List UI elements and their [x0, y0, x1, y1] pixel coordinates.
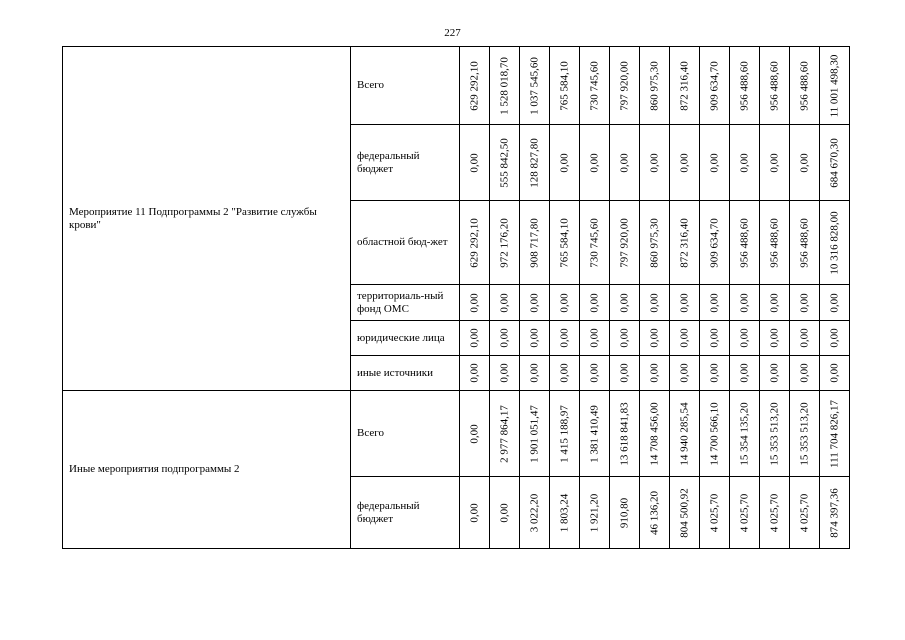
value-cell	[820, 285, 850, 321]
value-cell	[460, 125, 490, 201]
value-text: 0,00	[768, 152, 780, 173]
value-cell	[790, 47, 820, 125]
value-text: 14 708 456,00	[648, 401, 660, 466]
value-text: 14 940 285,54	[678, 401, 690, 466]
value-cell	[820, 125, 850, 201]
value-text: 0,00	[738, 152, 750, 173]
value-cell	[490, 125, 520, 201]
value-cell	[820, 47, 850, 125]
value-text: 4 025,70	[768, 493, 780, 532]
value-text: 908 717,80	[528, 217, 540, 268]
value-text: 956 488,60	[738, 60, 750, 111]
funding-source-cell: Всего	[351, 391, 460, 477]
value-cell	[670, 285, 700, 321]
value-text: 0,00	[828, 292, 840, 313]
value-text: 629 292,10	[468, 217, 480, 268]
value-text: 0,00	[558, 328, 570, 348]
value-text: 0,00	[618, 363, 630, 383]
funding-source-cell: федеральный бюджет	[351, 125, 460, 201]
value-text: 128 827,80	[528, 137, 540, 188]
value-text: 1 415 188,97	[558, 404, 570, 463]
value-cell	[820, 201, 850, 285]
value-cell	[760, 477, 790, 549]
value-cell	[580, 285, 610, 321]
value-cell	[520, 356, 550, 391]
value-cell	[730, 125, 760, 201]
value-cell	[610, 477, 640, 549]
value-text: 14 700 566,10	[708, 401, 720, 466]
value-text: 0,00	[708, 363, 720, 383]
value-cell	[640, 391, 670, 477]
value-cell	[460, 356, 490, 391]
value-cell	[820, 477, 850, 549]
value-cell	[670, 477, 700, 549]
value-text: 4 025,70	[798, 493, 810, 532]
value-cell	[580, 125, 610, 201]
value-text: 0,00	[648, 152, 660, 173]
value-text: 0,00	[768, 363, 780, 383]
value-cell	[550, 125, 580, 201]
funding-source-cell: юридические лица	[351, 321, 460, 356]
value-cell	[790, 125, 820, 201]
value-text: 1 921,20	[588, 493, 600, 532]
value-text: 972 176,20	[498, 217, 510, 268]
funding-source-cell: федеральный бюджет	[351, 477, 460, 549]
value-text: 860 975,30	[648, 60, 660, 111]
value-text: 0,00	[768, 328, 780, 348]
value-cell	[760, 201, 790, 285]
table-row	[63, 391, 850, 477]
value-cell	[490, 321, 520, 356]
value-text: 0,00	[498, 328, 510, 348]
value-text: 909 634,70	[708, 60, 720, 111]
value-text: 0,00	[618, 152, 630, 173]
measure-name-cell: Мероприятие 11 Подпрограммы 2 "Развитие службы крови"	[63, 47, 351, 391]
value-text: 0,00	[528, 292, 540, 313]
value-cell	[730, 321, 760, 356]
value-text: 0,00	[588, 328, 600, 348]
value-text: 0,00	[498, 502, 510, 523]
value-text: 0,00	[558, 292, 570, 313]
value-cell	[580, 391, 610, 477]
value-cell	[640, 47, 670, 125]
value-cell	[760, 391, 790, 477]
value-cell	[790, 356, 820, 391]
value-text: 804 500,92	[678, 487, 690, 538]
value-text: 1 381 410,49	[588, 404, 600, 463]
value-text: 10 316 828,00	[828, 210, 840, 275]
value-cell	[550, 285, 580, 321]
value-text: 555 842,50	[498, 137, 510, 188]
value-cell	[670, 125, 700, 201]
value-text: 0,00	[498, 292, 510, 313]
value-text: 765 584,10	[558, 217, 570, 268]
value-cell	[790, 285, 820, 321]
value-cell	[790, 321, 820, 356]
value-cell	[760, 125, 790, 201]
value-cell	[700, 391, 730, 477]
value-cell	[700, 125, 730, 201]
value-text: 111 704 826,17	[828, 399, 840, 468]
value-cell	[490, 285, 520, 321]
value-cell	[550, 477, 580, 549]
value-cell	[730, 477, 760, 549]
value-cell	[760, 321, 790, 356]
value-cell	[790, 477, 820, 549]
value-cell	[460, 201, 490, 285]
value-text: 13 618 841,83	[618, 401, 630, 466]
value-text: 0,00	[828, 363, 840, 383]
value-cell	[820, 356, 850, 391]
value-text: 0,00	[738, 328, 750, 348]
value-text: 910,80	[618, 497, 630, 528]
value-text: 1 528 018,70	[498, 56, 510, 115]
value-text: 629 292,10	[468, 60, 480, 111]
value-text: 46 136,20	[648, 490, 660, 535]
value-text: 0,00	[588, 292, 600, 313]
value-cell	[700, 321, 730, 356]
value-text: 0,00	[798, 292, 810, 313]
value-cell	[640, 321, 670, 356]
value-cell	[610, 47, 640, 125]
value-text: 0,00	[798, 328, 810, 348]
value-text: 0,00	[528, 363, 540, 383]
value-cell	[460, 477, 490, 549]
value-cell	[730, 201, 760, 285]
value-text: 0,00	[828, 328, 840, 348]
value-cell	[490, 356, 520, 391]
value-cell	[670, 356, 700, 391]
value-text: 0,00	[528, 328, 540, 348]
value-cell	[610, 321, 640, 356]
value-cell	[520, 477, 550, 549]
value-text: 0,00	[708, 328, 720, 348]
value-text: 0,00	[768, 292, 780, 313]
value-text: 872 316,40	[678, 60, 690, 111]
value-text: 0,00	[678, 292, 690, 313]
value-text: 0,00	[798, 152, 810, 173]
value-text: 1 037 545,60	[528, 56, 540, 115]
value-cell	[610, 356, 640, 391]
value-text: 0,00	[678, 328, 690, 348]
value-cell	[670, 47, 700, 125]
value-cell	[790, 201, 820, 285]
value-cell	[520, 321, 550, 356]
value-text: 765 584,10	[558, 60, 570, 111]
value-text: 0,00	[468, 423, 480, 444]
value-text: 956 488,60	[798, 217, 810, 268]
value-cell	[790, 391, 820, 477]
value-text: 0,00	[558, 363, 570, 383]
value-cell	[730, 356, 760, 391]
value-text: 1 803,24	[558, 493, 570, 532]
value-cell	[490, 391, 520, 477]
value-cell	[700, 47, 730, 125]
value-cell	[460, 285, 490, 321]
value-cell	[520, 391, 550, 477]
value-text: 2 977 864,17	[498, 404, 510, 463]
value-text: 0,00	[618, 292, 630, 313]
page-number: 227	[444, 27, 461, 39]
value-cell	[520, 201, 550, 285]
value-text: 0,00	[708, 292, 720, 313]
value-cell	[490, 47, 520, 125]
value-cell	[670, 391, 700, 477]
value-cell	[580, 356, 610, 391]
value-text: 0,00	[468, 152, 480, 173]
value-cell	[490, 201, 520, 285]
value-cell	[760, 356, 790, 391]
value-cell	[670, 201, 700, 285]
value-cell	[640, 201, 670, 285]
value-text: 0,00	[468, 502, 480, 523]
value-text: 956 488,60	[798, 60, 810, 111]
value-text: 956 488,60	[738, 217, 750, 268]
value-cell	[700, 477, 730, 549]
value-cell	[550, 356, 580, 391]
measure-name-cell: Иные мероприятия подпрограммы 2	[63, 391, 351, 549]
value-text: 860 975,30	[648, 217, 660, 268]
value-text: 0,00	[618, 328, 630, 348]
value-text: 0,00	[648, 328, 660, 348]
value-cell	[730, 285, 760, 321]
value-cell	[610, 201, 640, 285]
value-text: 0,00	[468, 292, 480, 313]
value-text: 0,00	[648, 363, 660, 383]
value-cell	[820, 391, 850, 477]
value-cell	[460, 391, 490, 477]
value-cell	[520, 47, 550, 125]
value-cell	[550, 321, 580, 356]
value-cell	[550, 47, 580, 125]
value-cell	[700, 285, 730, 321]
value-cell	[760, 285, 790, 321]
value-text: 797 920,00	[618, 60, 630, 111]
funding-source-cell: территориаль-ный фонд ОМС	[351, 285, 460, 321]
funding-source-cell: областной бюд-жет	[351, 201, 460, 285]
value-text: 0,00	[678, 363, 690, 383]
value-text: 1 901 051,47	[528, 404, 540, 463]
value-cell	[520, 125, 550, 201]
value-cell	[550, 391, 580, 477]
value-text: 0,00	[558, 152, 570, 173]
value-cell	[460, 47, 490, 125]
funding-source-cell: Всего	[351, 47, 460, 125]
value-text: 797 920,00	[618, 217, 630, 268]
value-cell	[670, 321, 700, 356]
value-text: 0,00	[738, 363, 750, 383]
value-text: 15 354 135,20	[738, 401, 750, 466]
value-text: 872 316,40	[678, 217, 690, 268]
value-cell	[610, 285, 640, 321]
value-text: 730 745,60	[588, 217, 600, 268]
value-cell	[580, 477, 610, 549]
funding-source-cell: иные источники	[351, 356, 460, 391]
value-cell	[700, 201, 730, 285]
value-text: 956 488,60	[768, 217, 780, 268]
value-cell	[820, 321, 850, 356]
value-cell	[580, 47, 610, 125]
budget-table-body	[63, 47, 850, 549]
value-text: 0,00	[468, 328, 480, 348]
value-text: 730 745,60	[588, 60, 600, 111]
value-text: 15 353 513,20	[798, 401, 810, 466]
value-cell	[580, 201, 610, 285]
value-text: 15 353 513,20	[768, 401, 780, 466]
value-cell	[550, 201, 580, 285]
value-text: 11 001 498,30	[828, 54, 840, 117]
value-text: 874 397,36	[828, 487, 840, 538]
value-cell	[640, 125, 670, 201]
value-text: 0,00	[798, 363, 810, 383]
value-text: 0,00	[468, 363, 480, 383]
value-cell	[490, 477, 520, 549]
value-cell	[640, 477, 670, 549]
value-text: 0,00	[588, 363, 600, 383]
value-text: 909 634,70	[708, 217, 720, 268]
value-cell	[520, 285, 550, 321]
value-cell	[640, 285, 670, 321]
value-text: 0,00	[678, 152, 690, 173]
value-cell	[730, 47, 760, 125]
value-text: 4 025,70	[708, 493, 720, 532]
value-text: 956 488,60	[768, 60, 780, 111]
value-cell	[700, 356, 730, 391]
value-text: 3 022,20	[528, 493, 540, 532]
value-cell	[730, 391, 760, 477]
value-cell	[610, 391, 640, 477]
value-text: 0,00	[588, 152, 600, 173]
budget-table	[62, 46, 850, 549]
table-row	[63, 47, 850, 125]
value-cell	[580, 321, 610, 356]
value-text: 0,00	[648, 292, 660, 313]
value-text: 4 025,70	[738, 493, 750, 532]
value-cell	[610, 125, 640, 201]
value-text: 0,00	[738, 292, 750, 313]
value-cell	[760, 47, 790, 125]
value-text: 684 670,30	[828, 137, 840, 188]
value-cell	[640, 356, 670, 391]
value-text: 0,00	[498, 363, 510, 383]
value-text: 0,00	[708, 152, 720, 173]
value-cell	[460, 321, 490, 356]
